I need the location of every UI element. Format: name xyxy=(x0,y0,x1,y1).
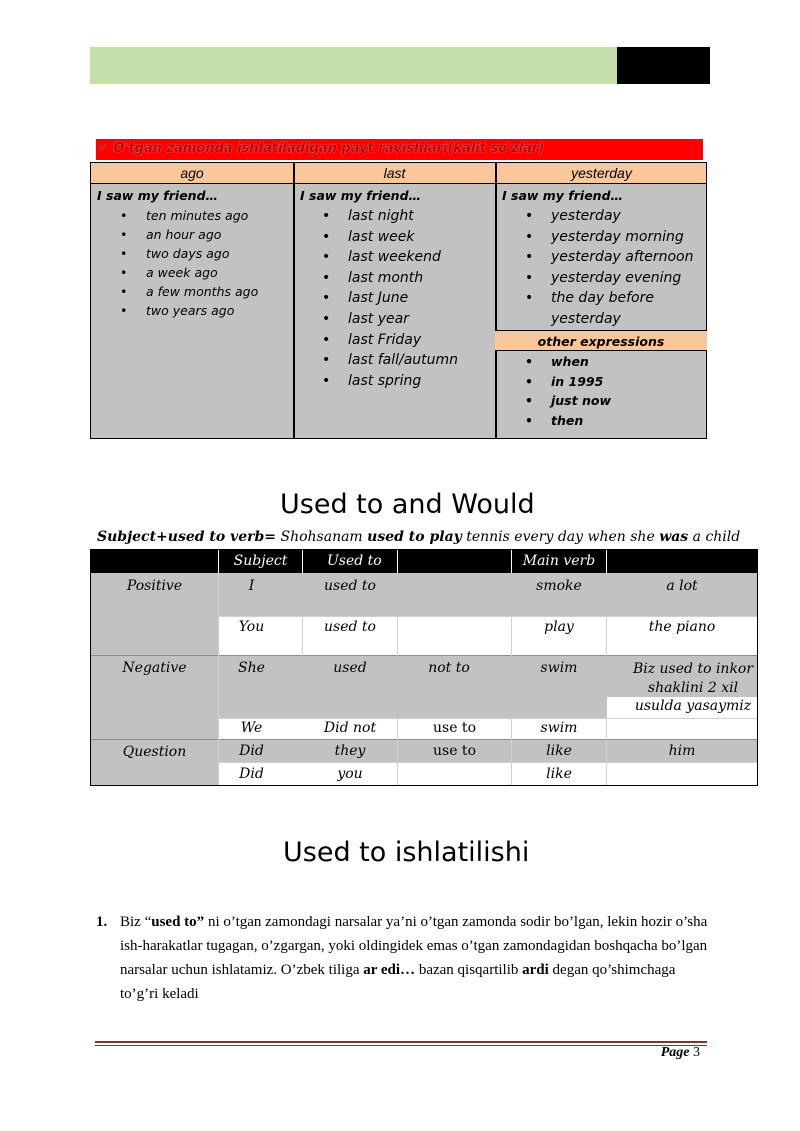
page-number xyxy=(630,1045,700,1061)
list-item: • a few months ago xyxy=(146,282,258,301)
lead-text-last: I saw my friend… xyxy=(300,188,422,203)
table-cell: swim xyxy=(540,660,578,676)
list-item: • last Friday xyxy=(348,330,458,351)
text-run: ni o’tgan zamondagi narsalar ya’ni o’tgan zamonda sodir bo’lgan, lekin hozir o’sha ish-harakatlar tugagan, o’zgargan, yoki oldingidek emas o’tgan zamondagidan boshqacha bo’lgan narsalar uchun ishlatamiz. O’zbek tiliga xyxy=(120,914,708,978)
column-head-last: last xyxy=(294,163,495,184)
formula-lead: Subject+used to verb= xyxy=(97,529,277,545)
table-cell: I xyxy=(248,578,255,594)
list-item: • in 1995 xyxy=(551,372,611,392)
text-run: bazan qisqartilib xyxy=(415,962,523,978)
column-head-yesterday: yesterday xyxy=(497,163,706,184)
table-row-bg xyxy=(219,763,757,785)
list-item: • last fall/autumn xyxy=(348,350,458,371)
table-cell: Did not xyxy=(323,720,377,736)
table-cell: play xyxy=(544,619,574,635)
table-cell: you xyxy=(337,766,363,782)
list-item: • yesterday morning xyxy=(551,227,694,248)
formula-text: Shohsanam xyxy=(276,529,368,545)
list-item: • yesterday xyxy=(551,206,694,227)
list-item: • then xyxy=(551,411,611,431)
last-list xyxy=(348,206,458,391)
table-cell: they xyxy=(334,743,366,759)
page-number-value: 3 xyxy=(693,1045,700,1060)
yesterday-list xyxy=(551,206,694,330)
text-bold: ardi xyxy=(522,962,549,978)
list-item: • last spring xyxy=(348,371,458,392)
formula-bold: used to play xyxy=(367,529,462,545)
list-item: • an hour ago xyxy=(146,225,258,244)
text-run: degan qo’shimchaga to’g’ri keladi xyxy=(120,962,676,1002)
list-item: • yesterday evening xyxy=(551,268,694,289)
list-item: • the day before xyxy=(551,288,694,309)
header-block xyxy=(617,47,710,84)
row-label-question: Question xyxy=(122,744,187,760)
header-used-to: Used to xyxy=(327,553,382,569)
table-cell: used to xyxy=(324,619,376,635)
formula-text: a child xyxy=(688,529,741,545)
other-expressions-list xyxy=(551,352,611,430)
list-item: • last night xyxy=(348,206,458,227)
list-item: • just now xyxy=(551,391,611,411)
footer-rule xyxy=(95,1045,707,1046)
table-cell: him xyxy=(668,743,696,759)
lead-text-yesterday: I saw my friend… xyxy=(502,188,624,203)
header-bar xyxy=(90,47,617,84)
list-item: • yesterday afternoon xyxy=(551,247,694,268)
item-number: 1. xyxy=(96,914,108,930)
text-bold: ar edi… xyxy=(363,962,416,978)
table-cell: Did xyxy=(239,766,264,782)
row-label-negative: Negative xyxy=(122,660,187,676)
formula-bold: was xyxy=(659,529,689,545)
header-subject: Subject xyxy=(233,553,288,569)
adverbs-title-bar xyxy=(96,139,703,160)
column-divider xyxy=(495,163,497,438)
list-item: • ten minutes ago xyxy=(146,206,258,225)
list-item: • last week xyxy=(348,227,458,248)
table-cell: like xyxy=(546,743,572,759)
list-item: • last weekend xyxy=(348,247,458,268)
table-cell: smoke xyxy=(536,578,582,594)
list-item: • a week ago xyxy=(146,263,258,282)
table-cell: Did xyxy=(239,743,264,759)
table-cell: We xyxy=(240,720,263,736)
section-heading: Used to ishlatilishi xyxy=(283,837,530,868)
list-item: yesterday xyxy=(551,310,621,327)
used-to-table xyxy=(90,549,758,786)
paragraph-text xyxy=(120,910,710,1006)
section-heading: Used to and Would xyxy=(280,489,535,520)
page-label: Page xyxy=(660,1045,690,1060)
text-bold: used to” xyxy=(151,914,205,930)
time-adverbs-table xyxy=(90,162,707,439)
table-cell: She xyxy=(238,660,265,676)
table-cell: use to xyxy=(433,743,476,759)
table-cell: used to xyxy=(324,578,376,594)
footer-rule xyxy=(95,1041,707,1043)
ago-list xyxy=(146,206,258,320)
header-main-verb: Main verb xyxy=(522,553,596,569)
text-run: Biz “ xyxy=(120,914,152,930)
list-item: • last month xyxy=(348,268,458,289)
list-item: • last June xyxy=(348,288,458,309)
list-item: • two days ago xyxy=(146,244,258,263)
list-item: • two years ago xyxy=(146,301,258,320)
table-cell: the piano xyxy=(648,619,716,635)
table-cell: not to xyxy=(428,660,470,676)
formula-line xyxy=(97,529,740,545)
row-label-positive: Positive xyxy=(126,578,183,594)
table-cell: used xyxy=(333,660,367,676)
lead-text-ago: I saw my friend… xyxy=(97,188,219,203)
list-item: • when xyxy=(551,352,611,372)
column-head-ago: ago xyxy=(91,163,293,184)
list-item: • last year xyxy=(348,309,458,330)
table-cell: You xyxy=(238,619,265,635)
table-cell: use to xyxy=(433,720,476,736)
table-cell-note: Biz used to inkor shaklini 2 xil usulda yasaymiz xyxy=(632,661,754,714)
table-cell: swim xyxy=(540,720,578,736)
table-header-row xyxy=(91,550,757,573)
adverbs-title: ✓ O'tgan zamonda ishlatiladigan payt ravishlari(kalit so'zlar) xyxy=(98,141,545,156)
column-divider xyxy=(293,163,295,438)
other-expressions-head: other expressions xyxy=(495,330,707,351)
formula-text: tennis every day when she xyxy=(461,529,660,545)
table-cell: a lot xyxy=(666,578,698,594)
table-cell: like xyxy=(546,766,572,782)
